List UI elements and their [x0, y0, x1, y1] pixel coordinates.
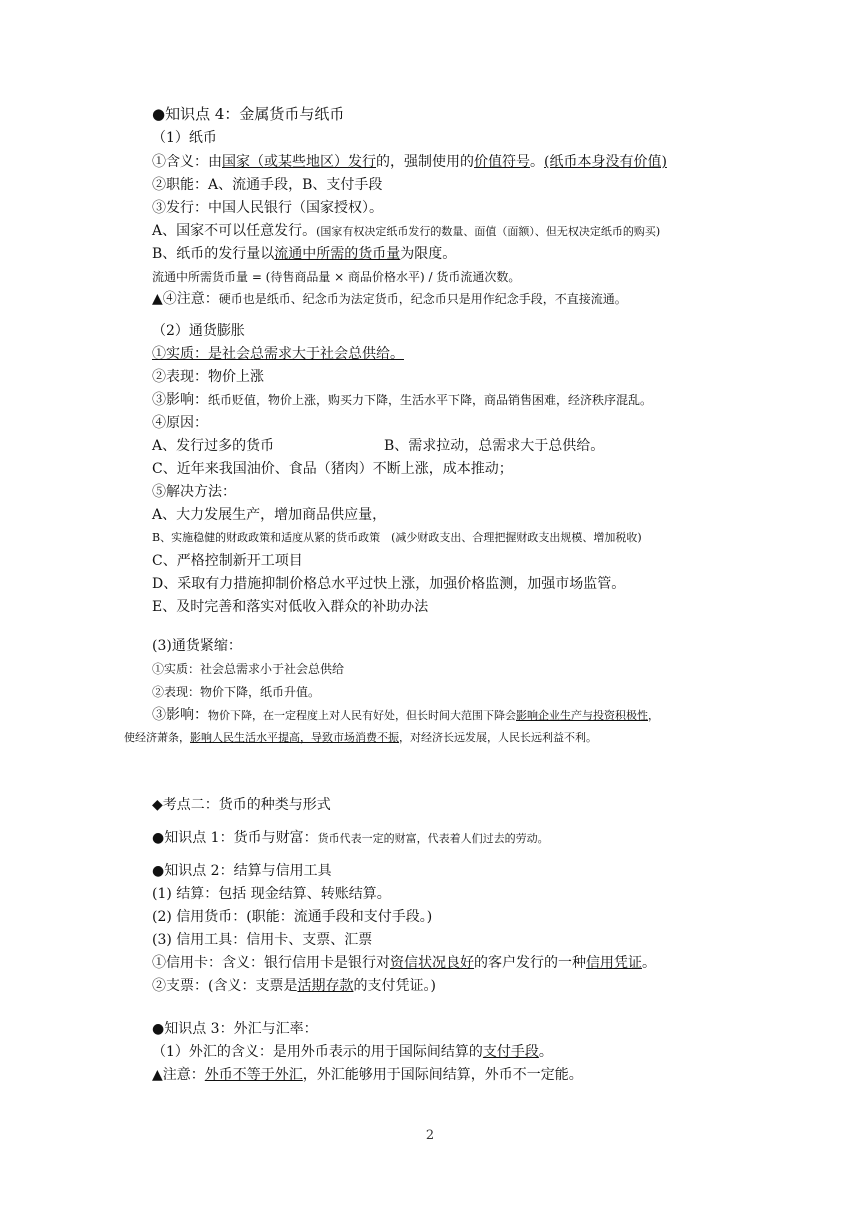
deflation-impact: [152, 706, 659, 725]
inflation-solution-c: C、严格控制新开工项目: [152, 553, 303, 569]
text-run-underlined: 支付手段: [482, 1044, 539, 1060]
money-formula: 流通中所需货币量 = (待售商品量 × 商品价格水平) / 货币流通次数。: [152, 270, 521, 284]
knowledge-1-heading: [152, 829, 549, 848]
section-heading-knowledge-4: ●知识点 4：金属货币与纸币: [152, 105, 345, 123]
text-run: 的支付凭证。): [353, 978, 436, 994]
text-run-small: ，: [648, 709, 659, 722]
text-run-small: 硬币也是纸币、纪念币为法定货币，纪念币只是用作纪念手段，不直接流通。: [218, 292, 627, 306]
text-run: B、纸币的发行量以: [152, 246, 275, 262]
inflation-solution-b: B、实施稳健的财政政策和适度从紧的货币政策 (减少财政支出、合理把握财政支出规模、增加税收): [152, 531, 642, 544]
text-run: ▲注意：: [152, 1067, 205, 1083]
settlement-line: (1) 结算：包括 现金结算、转账结算。: [152, 886, 391, 902]
subheading-paper-money: （1）纸币: [152, 130, 217, 146]
inflation-solutions-heading: ⑤解决方法：: [152, 484, 236, 500]
inflation-cause-c: C、近年来我国油价、食品（猪肉）不断上涨，成本推动；: [152, 461, 513, 477]
exam-point-2-heading: ◆考点二：货币的种类与形式: [152, 797, 331, 813]
paper-money-rule-b: [152, 245, 456, 263]
text-run: ●知识点 1：货币与财富：: [152, 830, 318, 846]
text-run: （1）外汇的含义：是用外币表示的用于国际间结算的: [152, 1044, 483, 1060]
page-number: 2: [425, 1128, 435, 1143]
text-run: 的，强制使用的: [376, 154, 474, 170]
paper-money-meaning: [152, 153, 667, 171]
text-run: ②支票：(: [152, 978, 214, 994]
text-run-small: (国家有权决定纸币发行的数量、面值（面额）、但无权决定纸币的购买): [316, 225, 661, 238]
check-line: [152, 977, 436, 995]
text-run: ③影响：: [152, 707, 208, 723]
text-run: 为限度。: [400, 246, 457, 262]
text-run-underlined: 资信状况良好: [390, 955, 474, 971]
text-run: 使经济萧条，: [124, 731, 190, 744]
deflation-manifestation: ②表现：物价下降，纸币升值。: [152, 685, 321, 699]
text-run: 。: [642, 955, 656, 971]
inflation-essence: ①实质：是社会总需求大于社会总供给。: [152, 346, 404, 362]
deflation-impact-continued: [124, 729, 597, 747]
inflation-impact: [152, 391, 652, 409]
text-run-small: 物价下降，在一定程度上对人民有好处，但长时间大范围下降会: [208, 709, 516, 722]
credit-tools-line: (3) 信用工具：信用卡、支票、汇票: [152, 932, 373, 948]
text-run: ▲④注意：: [152, 291, 219, 307]
text-run: ，外汇能够用于国际间结算，外币不一定能。: [302, 1067, 583, 1083]
text-run: A、国家不可以任意发行。: [152, 223, 317, 239]
subheading-deflation: (3)通货紧缩：: [152, 638, 242, 654]
inflation-manifestation: ②表现：物价上涨: [152, 369, 264, 385]
text-run: 。: [538, 1044, 553, 1060]
credit-money-line: [152, 908, 432, 926]
text-run: 的客户发行的一种: [474, 955, 586, 971]
text-run-underlined: 价值符号: [474, 154, 530, 170]
text-run: ③影响：: [152, 392, 208, 408]
paper-money-issuer: ③发行：中国人民银行（国家授权）。: [152, 200, 383, 216]
inflation-solution-a: A、大力发展生产，增加商品供应量，: [152, 507, 387, 523]
text-run-underlined: 影响人民生活水平提高，导致市场消费不振: [190, 731, 399, 744]
knowledge-2-heading: ●知识点 2：结算与信用工具: [152, 863, 332, 879]
paper-money-function: ②职能：A、流通手段，B、支付手段: [152, 177, 383, 193]
text-run: 含义：支票是: [213, 978, 298, 994]
text-run-small: 纸币贬值，物价上涨，购买力下降，生活水平下降，商品销售困难，经济秩序混乱。: [208, 393, 653, 407]
inflation-causes-heading: ④原因：: [152, 415, 208, 431]
foreign-exchange-meaning: [152, 1043, 553, 1061]
text-run: (2) 信用货币：(: [152, 909, 252, 925]
text-run-underlined: 活期存款: [297, 978, 354, 994]
text-run-underlined: (纸币本身没有价值): [544, 154, 667, 170]
text-run-underlined: 流通中所需的货币量: [274, 246, 401, 262]
knowledge-3-heading: ●知识点 3：外汇与汇率：: [152, 1021, 318, 1037]
credit-card-line: [152, 954, 656, 972]
text-run-underlined: 影响企业生产与投资积极性: [516, 709, 648, 722]
inflation-cause-b: B、需求拉动，总需求大于总供给。: [384, 438, 605, 454]
text-run: ①含义：由: [152, 154, 222, 170]
inflation-solution-d: D、采取有力措施抑制价格总水平过快上涨，加强价格监测，加强市场监管。: [152, 576, 626, 592]
text-run-underlined: 信用凭证: [586, 955, 642, 971]
text-run: ①信用卡：含义：银行信用卡是银行对: [152, 955, 390, 971]
coin-note: [152, 290, 627, 308]
text-run-underlined: 外币不等于外汇: [204, 1067, 303, 1083]
inflation-solution-e: E、及时完善和落实对低收入群众的补助办法: [152, 599, 429, 615]
text-run: 。: [530, 154, 544, 170]
foreign-exchange-note: [152, 1066, 583, 1084]
deflation-essence: ①实质：社会总需求小于社会总供给: [152, 662, 345, 676]
text-run: 职能：流通手段和支付手段。): [251, 909, 433, 925]
inflation-cause-a: A、发行过多的货币: [152, 438, 275, 454]
text-run-underlined: 国家（或某些地区）发行: [222, 154, 376, 170]
subheading-inflation: （2）通货膨胀: [152, 323, 245, 339]
text-run-small: 货币代表一定的财富，代表着人们过去的劳动。: [317, 832, 549, 845]
text-run: ，对经济长远发展，人民长远利益不利。: [399, 731, 597, 744]
paper-money-rule-a: [152, 222, 660, 241]
